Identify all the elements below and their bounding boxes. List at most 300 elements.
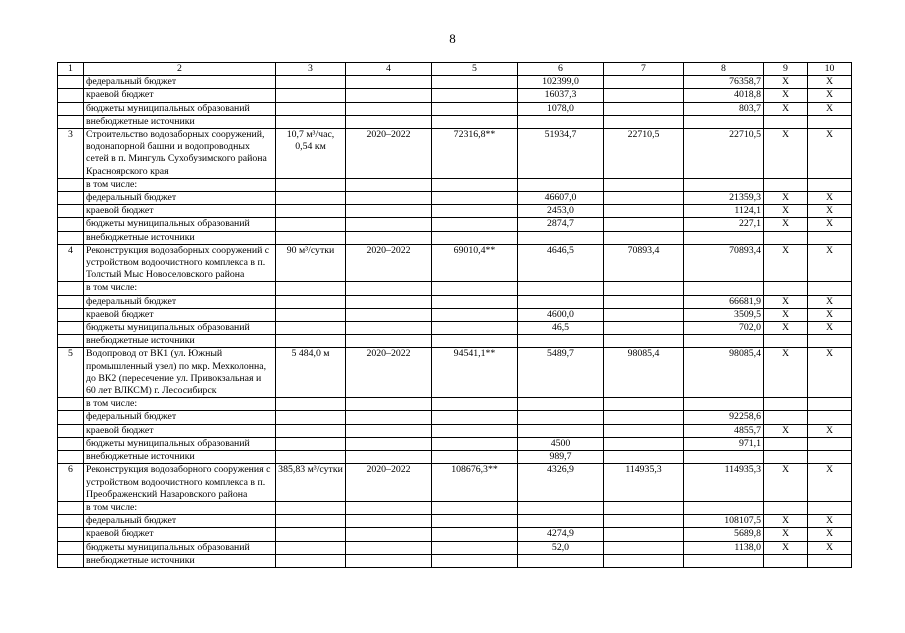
description-cell: в том числе:: [84, 398, 276, 411]
value-col6-cell: [518, 231, 604, 244]
value-col7-cell: [604, 451, 684, 464]
period-cell: [346, 398, 432, 411]
estimate-cell: 69010,4**: [432, 244, 518, 282]
value-col7-cell: [604, 398, 684, 411]
value-col7-cell: 98085,4: [604, 348, 684, 398]
capacity-cell: [276, 205, 346, 218]
value-col8-cell: 971,1: [684, 437, 764, 450]
value-col7-cell: [604, 115, 684, 128]
value-col6-cell: [518, 282, 604, 295]
row-number-cell: [58, 424, 84, 437]
row-number-cell: [58, 205, 84, 218]
row-number-cell: [58, 398, 84, 411]
estimate-cell: [432, 102, 518, 115]
value-col8-cell: [684, 115, 764, 128]
table-row: [58, 178, 852, 191]
marker-col10-cell: [808, 178, 852, 191]
value-col6-cell: [518, 515, 604, 528]
marker-col10-cell: Х: [808, 89, 852, 102]
estimate-cell: [432, 335, 518, 348]
marker-col9-cell: [764, 231, 808, 244]
description-cell: внебюджетные источники: [84, 115, 276, 128]
value-col6-cell: 46607,0: [518, 192, 604, 205]
value-col8-cell: 98085,4: [684, 348, 764, 398]
capacity-cell: [276, 515, 346, 528]
value-col6-cell: 102399,0: [518, 76, 604, 89]
period-cell: [346, 335, 432, 348]
capacity-cell: [276, 295, 346, 308]
estimate-cell: [432, 424, 518, 437]
value-col7-cell: [604, 308, 684, 321]
value-col7-cell: [604, 554, 684, 567]
marker-col10-cell: Х: [808, 129, 852, 179]
description-cell: бюджеты муниципальных образований: [84, 218, 276, 231]
marker-col10-cell: [808, 437, 852, 450]
marker-col9-cell: Х: [764, 424, 808, 437]
marker-col9-cell: Х: [764, 244, 808, 282]
table-row: [58, 398, 852, 411]
value-col6-cell: [518, 501, 604, 514]
capacity-cell: 90 м³/сутки: [276, 244, 346, 282]
marker-col10-cell: [808, 398, 852, 411]
value-col7-cell: [604, 437, 684, 450]
value-col7-cell: [604, 76, 684, 89]
capacity-cell: [276, 541, 346, 554]
period-cell: [346, 308, 432, 321]
value-col7-cell: [604, 411, 684, 424]
value-col7-cell: [604, 218, 684, 231]
row-number-cell: [58, 541, 84, 554]
estimate-cell: [432, 515, 518, 528]
marker-col10-cell: Х: [808, 528, 852, 541]
value-col7-cell: [604, 282, 684, 295]
description-cell: в том числе:: [84, 282, 276, 295]
estimate-cell: 94541,1**: [432, 348, 518, 398]
estimate-cell: [432, 322, 518, 335]
marker-col10-cell: [808, 231, 852, 244]
description-cell: краевой бюджет: [84, 205, 276, 218]
marker-col9-cell: Х: [764, 308, 808, 321]
value-col7-cell: [604, 322, 684, 335]
marker-col9-cell: Х: [764, 76, 808, 89]
description-cell: федеральный бюджет: [84, 76, 276, 89]
description-cell: в том числе:: [84, 178, 276, 191]
row-number-cell: [58, 178, 84, 191]
estimate-cell: [432, 437, 518, 450]
row-number-cell: [58, 554, 84, 567]
capacity-cell: [276, 424, 346, 437]
estimate-cell: [432, 231, 518, 244]
value-col6-cell: 4326,9: [518, 464, 604, 502]
capacity-cell: [276, 76, 346, 89]
row-number-cell: [58, 528, 84, 541]
marker-col10-cell: [808, 282, 852, 295]
capacity-cell: 5 484,0 м: [276, 348, 346, 398]
value-col8-cell: 21359,3: [684, 192, 764, 205]
value-col7-cell: [604, 231, 684, 244]
table-row: [58, 464, 852, 502]
estimate-cell: 72316,8**: [432, 129, 518, 179]
description-cell: бюджеты муниципальных образований: [84, 541, 276, 554]
column-number-cell: 7: [604, 63, 684, 76]
description-cell: внебюджетные источники: [84, 231, 276, 244]
description-cell: краевой бюджет: [84, 89, 276, 102]
table-row: [58, 424, 852, 437]
marker-col9-cell: Х: [764, 515, 808, 528]
estimate-cell: [432, 528, 518, 541]
value-col6-cell: 51934,7: [518, 129, 604, 179]
capacity-cell: 10,7 м³/час, 0,54 км: [276, 129, 346, 179]
table-row: [58, 541, 852, 554]
period-cell: [346, 218, 432, 231]
value-col8-cell: 114935,3: [684, 464, 764, 502]
column-number-cell: 3: [276, 63, 346, 76]
period-cell: 2020–2022: [346, 348, 432, 398]
period-cell: 2020–2022: [346, 244, 432, 282]
value-col8-cell: [684, 451, 764, 464]
marker-col9-cell: [764, 451, 808, 464]
period-cell: [346, 192, 432, 205]
value-col8-cell: [684, 178, 764, 191]
description-cell: федеральный бюджет: [84, 515, 276, 528]
row-number-cell: [58, 501, 84, 514]
row-number-cell: 6: [58, 464, 84, 502]
marker-col10-cell: [808, 115, 852, 128]
marker-col9-cell: [764, 335, 808, 348]
value-col6-cell: 2453,0: [518, 205, 604, 218]
table-row: [58, 308, 852, 321]
value-col8-cell: 227,1: [684, 218, 764, 231]
marker-col9-cell: Х: [764, 205, 808, 218]
period-cell: [346, 424, 432, 437]
value-col7-cell: [604, 335, 684, 348]
table-row: [58, 501, 852, 514]
table-row: [58, 295, 852, 308]
table-row: [58, 335, 852, 348]
row-number-cell: 5: [58, 348, 84, 398]
value-col8-cell: 702,0: [684, 322, 764, 335]
marker-col10-cell: Х: [808, 218, 852, 231]
description-cell: внебюджетные источники: [84, 335, 276, 348]
marker-col9-cell: [764, 501, 808, 514]
row-number-cell: [58, 218, 84, 231]
period-cell: [346, 89, 432, 102]
value-col7-cell: [604, 178, 684, 191]
table-row: [58, 451, 852, 464]
value-col6-cell: [518, 424, 604, 437]
marker-col10-cell: Х: [808, 192, 852, 205]
marker-col9-cell: Х: [764, 129, 808, 179]
marker-col9-cell: Х: [764, 528, 808, 541]
column-number-cell: 1: [58, 63, 84, 76]
value-col7-cell: [604, 295, 684, 308]
description-cell: краевой бюджет: [84, 424, 276, 437]
column-number-cell: 6: [518, 63, 604, 76]
row-number-cell: [58, 322, 84, 335]
value-col6-cell: 52,0: [518, 541, 604, 554]
capacity-cell: [276, 398, 346, 411]
value-col6-cell: [518, 398, 604, 411]
value-col8-cell: 22710,5: [684, 129, 764, 179]
value-col7-cell: 70893,4: [604, 244, 684, 282]
table-row: [58, 554, 852, 567]
value-col6-cell: 2874,7: [518, 218, 604, 231]
value-col7-cell: 114935,3: [604, 464, 684, 502]
value-col7-cell: [604, 192, 684, 205]
value-col8-cell: [684, 501, 764, 514]
capacity-cell: [276, 308, 346, 321]
period-cell: [346, 282, 432, 295]
description-cell: бюджеты муниципальных образований: [84, 437, 276, 450]
estimate-cell: [432, 451, 518, 464]
value-col8-cell: 92258,6: [684, 411, 764, 424]
row-number-cell: [58, 335, 84, 348]
marker-col10-cell: [808, 501, 852, 514]
value-col6-cell: 16037,3: [518, 89, 604, 102]
marker-col9-cell: Х: [764, 192, 808, 205]
row-number-cell: [58, 102, 84, 115]
column-number-cell: 4: [346, 63, 432, 76]
row-number-cell: [58, 282, 84, 295]
description-cell: бюджеты муниципальных образований: [84, 322, 276, 335]
column-number-cell: 8: [684, 63, 764, 76]
column-number-cell: 5: [432, 63, 518, 76]
value-col7-cell: [604, 424, 684, 437]
value-col8-cell: [684, 335, 764, 348]
table-row: [58, 76, 852, 89]
value-col8-cell: 803,7: [684, 102, 764, 115]
description-cell: федеральный бюджет: [84, 411, 276, 424]
period-cell: [346, 554, 432, 567]
row-number-cell: [58, 437, 84, 450]
table-row: [58, 129, 852, 179]
marker-col9-cell: [764, 178, 808, 191]
description-cell: в том числе:: [84, 501, 276, 514]
description-cell: краевой бюджет: [84, 308, 276, 321]
marker-col9-cell: Х: [764, 464, 808, 502]
column-number-cell: 2: [84, 63, 276, 76]
estimate-cell: [432, 295, 518, 308]
value-col8-cell: 66681,9: [684, 295, 764, 308]
marker-col10-cell: Х: [808, 308, 852, 321]
value-col6-cell: 46,5: [518, 322, 604, 335]
period-cell: [346, 528, 432, 541]
value-col8-cell: 1138,0: [684, 541, 764, 554]
description-cell: внебюджетные источники: [84, 451, 276, 464]
value-col7-cell: [604, 102, 684, 115]
row-number-cell: [58, 308, 84, 321]
value-col8-cell: [684, 282, 764, 295]
value-col7-cell: 22710,5: [604, 129, 684, 179]
estimate-cell: [432, 554, 518, 567]
description-cell: внебюджетные источники: [84, 554, 276, 567]
row-number-cell: 3: [58, 129, 84, 179]
description-cell: Строительство водозаборных сооружений, водонапорной башни и водопроводных сетей в п. Мингуль Сухобузимского района Красноярского края: [84, 129, 276, 179]
period-cell: [346, 541, 432, 554]
marker-col9-cell: [764, 554, 808, 567]
value-col6-cell: [518, 335, 604, 348]
value-col7-cell: [604, 501, 684, 514]
value-col6-cell: 4646,5: [518, 244, 604, 282]
capacity-cell: [276, 178, 346, 191]
period-cell: [346, 501, 432, 514]
period-cell: [346, 295, 432, 308]
table-row: [58, 348, 852, 398]
period-cell: [346, 231, 432, 244]
marker-col9-cell: Х: [764, 102, 808, 115]
marker-col9-cell: Х: [764, 218, 808, 231]
value-col6-cell: [518, 554, 604, 567]
marker-col10-cell: Х: [808, 515, 852, 528]
value-col8-cell: 5689,8: [684, 528, 764, 541]
estimate-cell: [432, 218, 518, 231]
marker-col9-cell: [764, 115, 808, 128]
value-col8-cell: 4018,8: [684, 89, 764, 102]
description-cell: Водопровод от ВК1 (ул. Южный промышленный узел) по мкр. Мехколонна, до ВК2 (пересечение ул. Привокзальная и 60 лет ВЛКСМ) г. Лесосибирск: [84, 348, 276, 398]
capacity-cell: [276, 115, 346, 128]
estimate-cell: [432, 411, 518, 424]
value-col6-cell: 4500: [518, 437, 604, 450]
column-number-cell: 10: [808, 63, 852, 76]
column-number-cell: 9: [764, 63, 808, 76]
value-col7-cell: [604, 528, 684, 541]
marker-col10-cell: [808, 554, 852, 567]
estimate-cell: [432, 398, 518, 411]
capacity-cell: [276, 437, 346, 450]
period-cell: [346, 451, 432, 464]
marker-col10-cell: Х: [808, 244, 852, 282]
table-row: [58, 192, 852, 205]
marker-col9-cell: Х: [764, 541, 808, 554]
marker-col10-cell: Х: [808, 76, 852, 89]
marker-col10-cell: Х: [808, 322, 852, 335]
estimate-cell: [432, 282, 518, 295]
table-row: [58, 231, 852, 244]
row-number-cell: [58, 115, 84, 128]
capacity-cell: [276, 102, 346, 115]
value-col6-cell: 5489,7: [518, 348, 604, 398]
page-number: 8: [449, 31, 456, 46]
period-cell: [346, 205, 432, 218]
period-cell: [346, 515, 432, 528]
marker-col10-cell: Х: [808, 205, 852, 218]
marker-col9-cell: Х: [764, 295, 808, 308]
value-col6-cell: [518, 115, 604, 128]
description-cell: Реконструкция водозаборного сооружения с устройством водоочистного комплекса в п. Преображенский Назаровского района: [84, 464, 276, 502]
table-row: [58, 515, 852, 528]
row-number-cell: [58, 451, 84, 464]
capacity-cell: [276, 218, 346, 231]
value-col6-cell: [518, 178, 604, 191]
period-cell: [346, 76, 432, 89]
value-col8-cell: [684, 231, 764, 244]
row-number-cell: [58, 411, 84, 424]
row-number-cell: [58, 76, 84, 89]
table-row: [58, 244, 852, 282]
marker-col10-cell: [808, 451, 852, 464]
marker-col10-cell: Х: [808, 102, 852, 115]
marker-col10-cell: Х: [808, 464, 852, 502]
marker-col10-cell: Х: [808, 348, 852, 398]
capacity-cell: 385,83 м³/сутки: [276, 464, 346, 502]
capacity-cell: [276, 411, 346, 424]
marker-col9-cell: Х: [764, 348, 808, 398]
budget-table: [57, 62, 852, 568]
value-col8-cell: 1124,1: [684, 205, 764, 218]
estimate-cell: [432, 541, 518, 554]
capacity-cell: [276, 192, 346, 205]
capacity-cell: [276, 282, 346, 295]
value-col6-cell: 4274,9: [518, 528, 604, 541]
row-number-cell: [58, 295, 84, 308]
table-row: [58, 205, 852, 218]
capacity-cell: [276, 528, 346, 541]
period-cell: [346, 322, 432, 335]
value-col8-cell: [684, 398, 764, 411]
estimate-cell: [432, 178, 518, 191]
row-number-cell: 4: [58, 244, 84, 282]
marker-col10-cell: Х: [808, 541, 852, 554]
estimate-cell: [432, 501, 518, 514]
marker-col10-cell: Х: [808, 295, 852, 308]
column-number-row: [58, 63, 852, 76]
capacity-cell: [276, 554, 346, 567]
value-col6-cell: 989,7: [518, 451, 604, 464]
value-col8-cell: 108107,5: [684, 515, 764, 528]
estimate-cell: [432, 115, 518, 128]
estimate-cell: [432, 89, 518, 102]
marker-col10-cell: [808, 411, 852, 424]
table-row: [58, 411, 852, 424]
value-col6-cell: [518, 295, 604, 308]
period-cell: [346, 437, 432, 450]
estimate-cell: [432, 192, 518, 205]
value-col6-cell: 4600,0: [518, 308, 604, 321]
table-row: [58, 218, 852, 231]
value-col8-cell: 70893,4: [684, 244, 764, 282]
marker-col10-cell: Х: [808, 424, 852, 437]
marker-col9-cell: [764, 437, 808, 450]
description-cell: бюджеты муниципальных образований: [84, 102, 276, 115]
table-row: [58, 437, 852, 450]
capacity-cell: [276, 501, 346, 514]
row-number-cell: [58, 89, 84, 102]
estimate-cell: 108676,3**: [432, 464, 518, 502]
capacity-cell: [276, 322, 346, 335]
marker-col9-cell: Х: [764, 322, 808, 335]
value-col8-cell: 3509,5: [684, 308, 764, 321]
value-col6-cell: [518, 411, 604, 424]
capacity-cell: [276, 231, 346, 244]
description-cell: Реконструкция водозаборных сооружений с устройством водоочистного комплекса в п. Толстый Мыс Новоселовского района: [84, 244, 276, 282]
table-row: [58, 322, 852, 335]
value-col7-cell: [604, 205, 684, 218]
description-cell: краевой бюджет: [84, 528, 276, 541]
row-number-cell: [58, 192, 84, 205]
value-col6-cell: 1078,0: [518, 102, 604, 115]
period-cell: [346, 178, 432, 191]
period-cell: 2020–2022: [346, 129, 432, 179]
description-cell: федеральный бюджет: [84, 295, 276, 308]
table-row: [58, 528, 852, 541]
marker-col9-cell: [764, 398, 808, 411]
marker-col10-cell: [808, 335, 852, 348]
row-number-cell: [58, 231, 84, 244]
value-col7-cell: [604, 89, 684, 102]
estimate-cell: [432, 76, 518, 89]
table-row: [58, 282, 852, 295]
period-cell: 2020–2022: [346, 464, 432, 502]
